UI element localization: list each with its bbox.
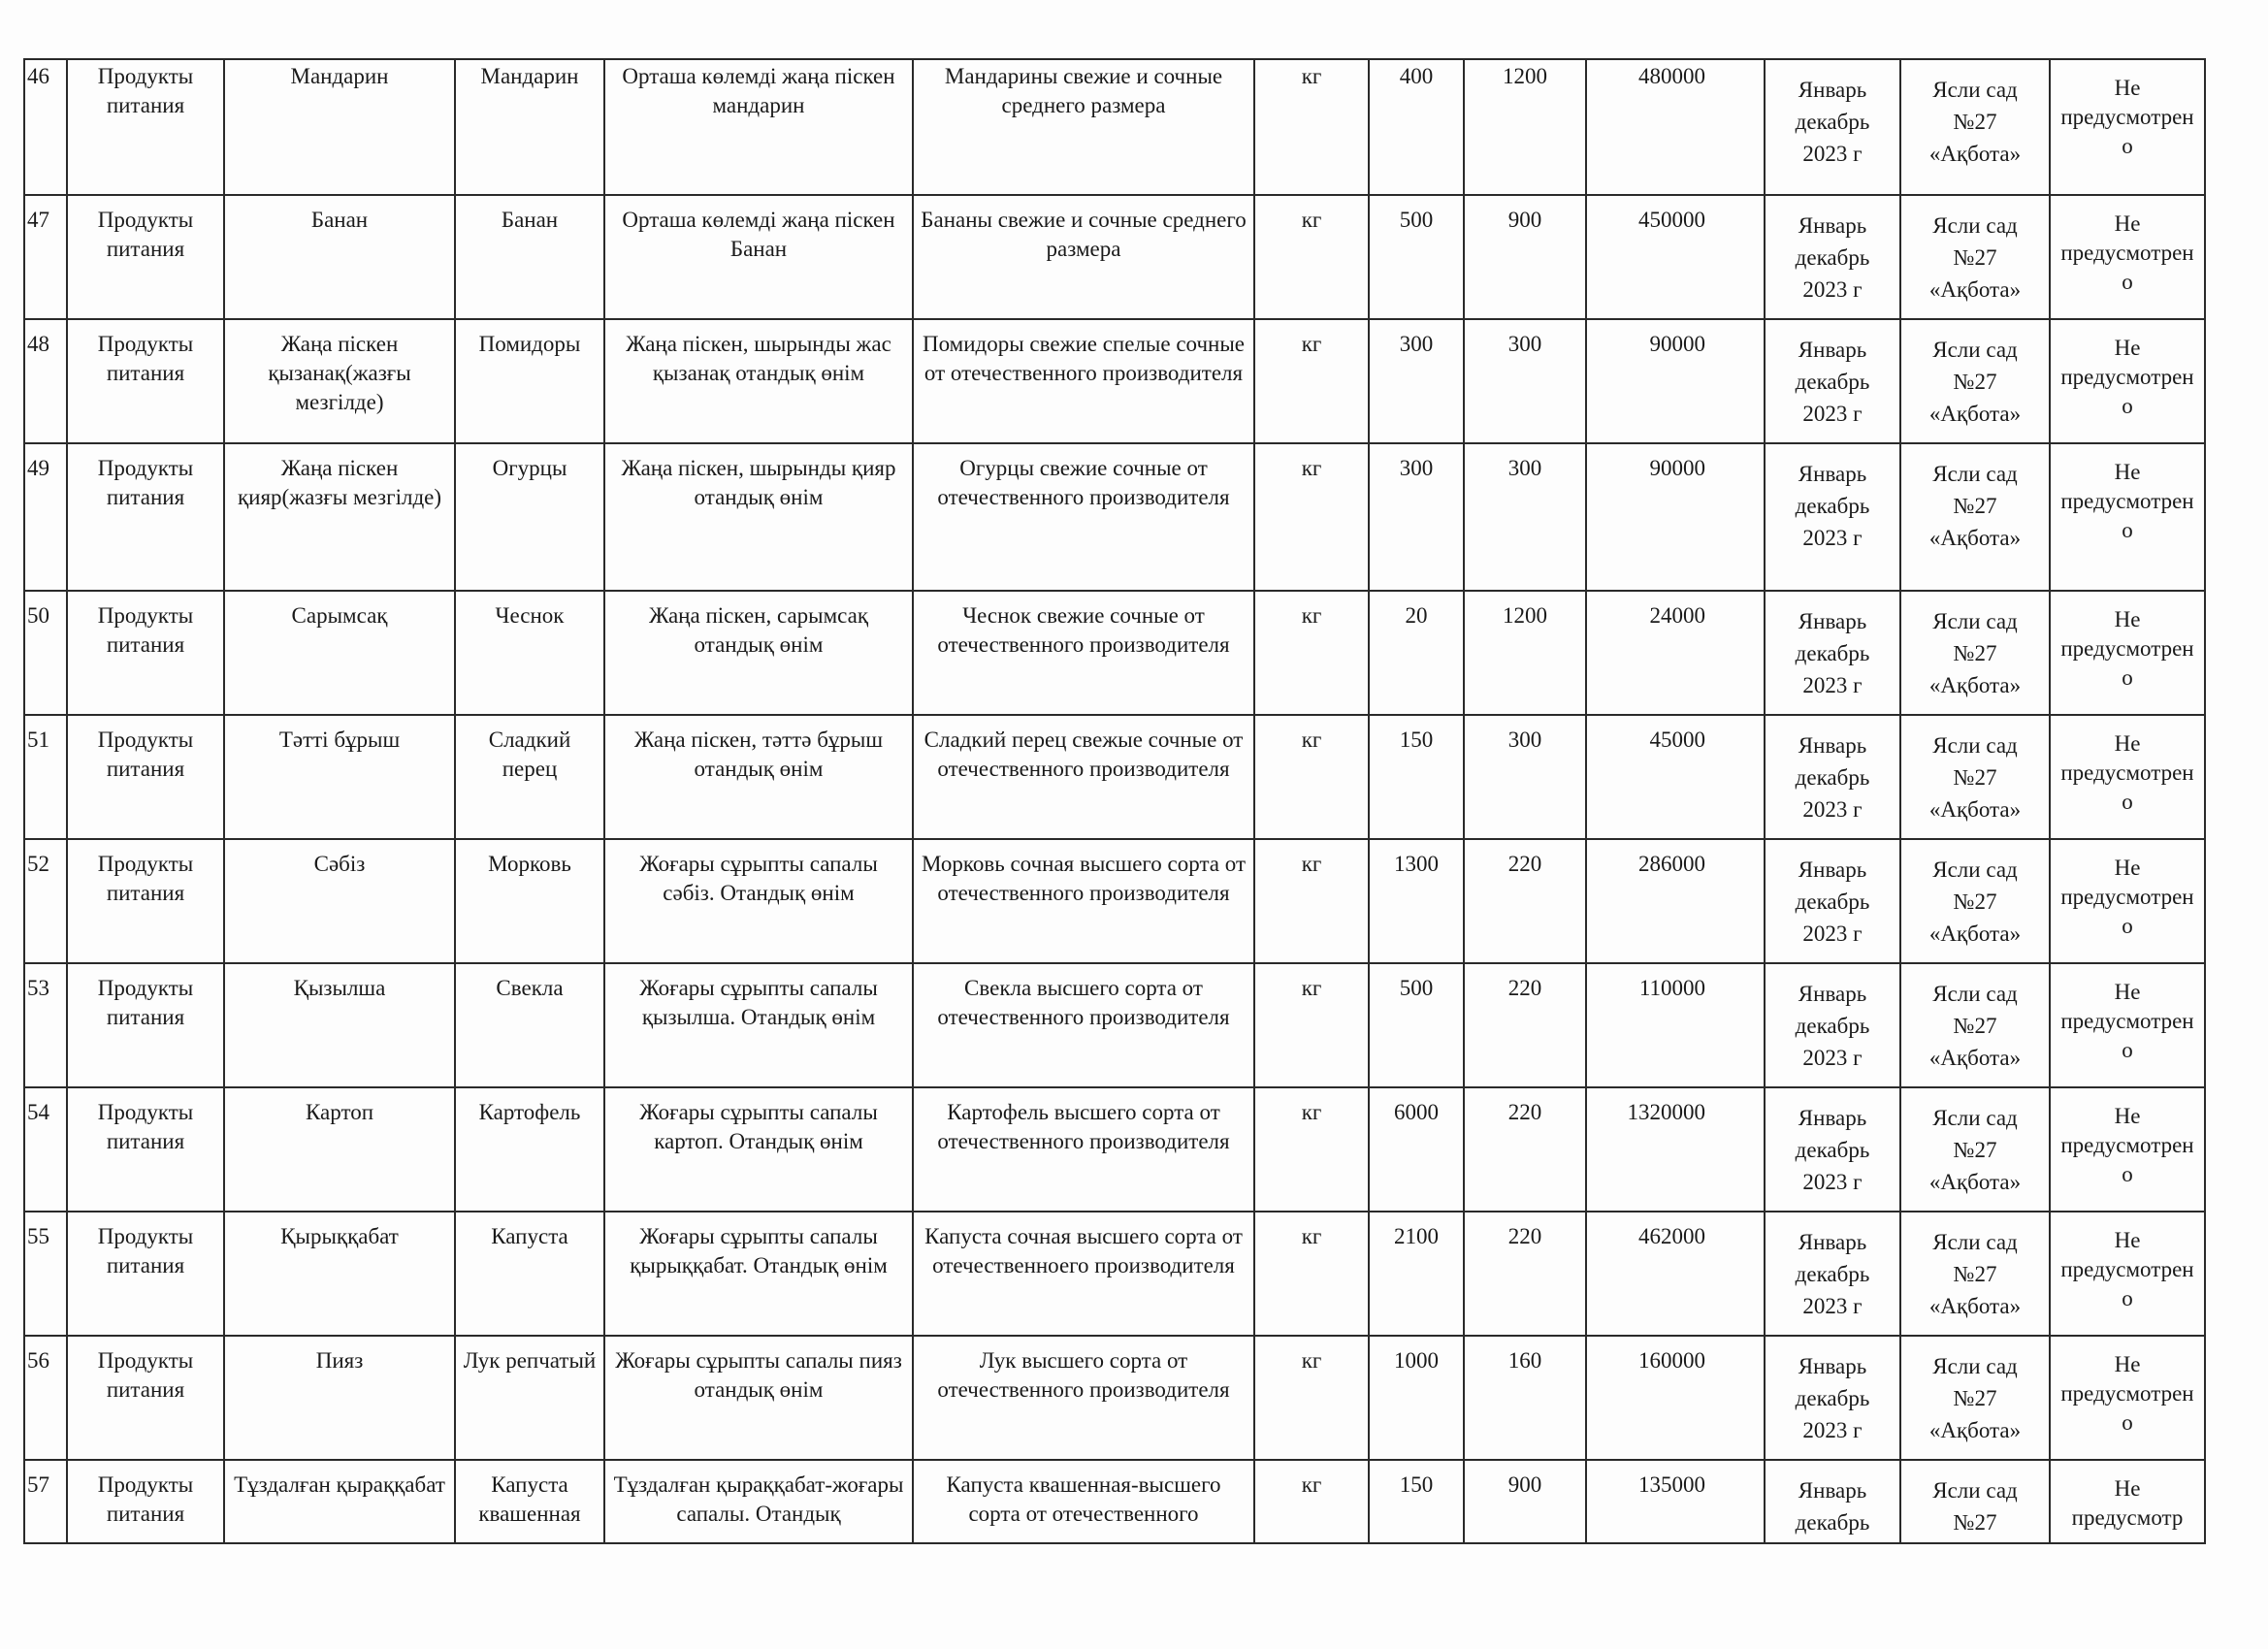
- price-cell: 300: [1464, 443, 1586, 591]
- price-cell: 300: [1464, 715, 1586, 839]
- period-line: Январь: [1798, 857, 1867, 882]
- total-cell: 450000: [1586, 195, 1765, 319]
- customer-line: Ясли сад: [1932, 857, 2018, 882]
- total-cell: 1320000: [1586, 1087, 1765, 1212]
- customer-cell: [1900, 59, 2050, 195]
- period-line: декабрь: [1795, 1262, 1870, 1286]
- category-cell: Продукты питания: [67, 839, 224, 963]
- period-line: Январь: [1798, 733, 1867, 758]
- customer-line: «Ақбота»: [1928, 1294, 2022, 1318]
- period-line: 2023 г: [1802, 922, 1863, 946]
- period-line: 2023 г: [1802, 1046, 1863, 1070]
- name-kz-cell: Қырыққабат: [224, 1212, 455, 1336]
- advance-payment-cell: Не предусмотрено: [2050, 443, 2205, 591]
- row-number: 55: [24, 1212, 67, 1336]
- period-line: 2023 г: [1802, 1418, 1863, 1442]
- description-kz-cell: Орташа көлемді жаңа піскен Банан: [604, 195, 913, 319]
- quantity-cell: 400: [1369, 59, 1464, 195]
- period-line: декабрь: [1795, 245, 1870, 270]
- description-kz-cell: Жаңа піскен, шырынды жас қызанақ отандық өнім: [604, 319, 913, 443]
- advance-payment-cell: Не предусмотр: [2050, 1460, 2205, 1543]
- customer-cell: [1900, 319, 2050, 443]
- customer-cell: [1900, 963, 2050, 1087]
- period-line: 2023 г: [1802, 797, 1863, 822]
- price-cell: 300: [1464, 319, 1586, 443]
- name-kz-cell: Банан: [224, 195, 455, 319]
- category-cell: Продукты питания: [67, 591, 224, 715]
- unit-cell: кг: [1254, 1336, 1369, 1460]
- category-cell: Продукты питания: [67, 443, 224, 591]
- customer-line: №27: [1953, 1262, 1997, 1286]
- description-ru-cell: Чеснок свежие сочные от отечественного производителя: [913, 591, 1254, 715]
- name-ru-cell: Сладкий перец: [455, 715, 604, 839]
- customer-line: Ясли сад: [1932, 462, 2018, 486]
- advance-payment-cell: Не предусмотрено: [2050, 715, 2205, 839]
- table-row: [24, 839, 2205, 963]
- period-line: декабрь: [1795, 494, 1870, 518]
- unit-cell: кг: [1254, 1212, 1369, 1336]
- advance-payment-cell: Не предусмотрено: [2050, 1212, 2205, 1336]
- category-cell: Продукты питания: [67, 963, 224, 1087]
- description-kz-cell: Жаңа піскен, шырынды қияр отандық өнім: [604, 443, 913, 591]
- row-number: 46: [24, 59, 67, 195]
- advance-payment-cell: Не предусмотрено: [2050, 839, 2205, 963]
- customer-line: №27: [1953, 889, 1997, 914]
- table-row: [24, 1460, 2205, 1543]
- total-cell: 90000: [1586, 319, 1765, 443]
- customer-line: №27: [1953, 641, 1997, 665]
- table-row: [24, 59, 2205, 195]
- period-line: Январь: [1798, 78, 1867, 102]
- customer-line: Ясли сад: [1932, 733, 2018, 758]
- customer-line: «Ақбота»: [1928, 673, 2022, 697]
- unit-cell: кг: [1254, 1460, 1369, 1543]
- customer-line: №27: [1953, 245, 1997, 270]
- period-line: декабрь: [1795, 110, 1870, 134]
- total-cell: 135000: [1586, 1460, 1765, 1543]
- description-ru-cell: Картофель высшего сорта от отечественного производителя: [913, 1087, 1254, 1212]
- table-row: [24, 715, 2205, 839]
- price-cell: 1200: [1464, 59, 1586, 195]
- row-number: 51: [24, 715, 67, 839]
- name-kz-cell: Жаңа піскен қияр(жазғы мезгілде): [224, 443, 455, 591]
- unit-cell: кг: [1254, 591, 1369, 715]
- customer-line: Ясли сад: [1932, 1354, 2018, 1378]
- customer-line: «Ақбота»: [1928, 1046, 2022, 1070]
- period-cell: [1765, 963, 1900, 1087]
- period-cell: [1765, 443, 1900, 591]
- name-ru-cell: Помидоры: [455, 319, 604, 443]
- name-ru-cell: Капуста: [455, 1212, 604, 1336]
- advance-payment-cell: Не предусмотрено: [2050, 319, 2205, 443]
- unit-cell: кг: [1254, 195, 1369, 319]
- quantity-cell: 2100: [1369, 1212, 1464, 1336]
- period-line: декабрь: [1795, 370, 1870, 394]
- category-cell: Продукты питания: [67, 1460, 224, 1543]
- row-number: 54: [24, 1087, 67, 1212]
- description-kz-cell: Орташа көлемді жаңа піскен мандарин: [604, 59, 913, 195]
- row-number: 53: [24, 963, 67, 1087]
- customer-line: «Ақбота»: [1928, 402, 2022, 426]
- period-cell: [1765, 1336, 1900, 1460]
- table-row: [24, 963, 2205, 1087]
- quantity-cell: 1300: [1369, 839, 1464, 963]
- name-ru-cell: Чеснок: [455, 591, 604, 715]
- customer-line: №27: [1953, 1386, 1997, 1410]
- period-line: Январь: [1798, 609, 1867, 633]
- customer-line: Ясли сад: [1932, 982, 2018, 1006]
- total-cell: 480000: [1586, 59, 1765, 195]
- description-ru-cell: Свекла высшего сорта от отечественного производителя: [913, 963, 1254, 1087]
- period-line: декабрь: [1795, 1014, 1870, 1038]
- name-ru-cell: Морковь: [455, 839, 604, 963]
- customer-cell: [1900, 195, 2050, 319]
- name-kz-cell: Пияз: [224, 1336, 455, 1460]
- total-cell: 90000: [1586, 443, 1765, 591]
- row-number: 48: [24, 319, 67, 443]
- customer-cell: [1900, 839, 2050, 963]
- customer-line: №27: [1953, 110, 1997, 134]
- description-ru-cell: Огурцы свежие сочные от отечественного производителя: [913, 443, 1254, 591]
- period-line: Январь: [1798, 1478, 1867, 1503]
- period-line: 2023 г: [1802, 402, 1863, 426]
- price-cell: 220: [1464, 1087, 1586, 1212]
- category-cell: Продукты питания: [67, 1212, 224, 1336]
- price-cell: 220: [1464, 839, 1586, 963]
- period-line: декабрь: [1795, 641, 1870, 665]
- quantity-cell: 150: [1369, 1460, 1464, 1543]
- period-line: Январь: [1798, 338, 1867, 362]
- category-cell: Продукты питания: [67, 59, 224, 195]
- period-cell: [1765, 319, 1900, 443]
- table-row: [24, 443, 2205, 591]
- period-cell: [1765, 591, 1900, 715]
- category-cell: Продукты питания: [67, 715, 224, 839]
- period-line: Январь: [1798, 213, 1867, 238]
- customer-line: «Ақбота»: [1928, 526, 2022, 550]
- name-kz-cell: Сәбіз: [224, 839, 455, 963]
- name-kz-cell: Тәтті бұрыш: [224, 715, 455, 839]
- table-row: [24, 195, 2205, 319]
- table-row: [24, 319, 2205, 443]
- period-line: Январь: [1798, 982, 1867, 1006]
- description-kz-cell: Жоғары сұрыпты сапалы сәбіз. Отандық өнім: [604, 839, 913, 963]
- table-row: [24, 1212, 2205, 1336]
- period-cell: [1765, 839, 1900, 963]
- price-cell: 220: [1464, 1212, 1586, 1336]
- customer-line: «Ақбота»: [1928, 142, 2022, 166]
- customer-line: №27: [1953, 1138, 1997, 1162]
- period-line: декабрь: [1795, 1510, 1870, 1535]
- period-line: 2023 г: [1802, 673, 1863, 697]
- customer-line: №27: [1953, 765, 1997, 790]
- advance-payment-cell: Не предусмотрено: [2050, 59, 2205, 195]
- name-ru-cell: Капуста квашенная: [455, 1460, 604, 1543]
- period-line: Январь: [1798, 1354, 1867, 1378]
- category-cell: Продукты питания: [67, 1087, 224, 1212]
- quantity-cell: 300: [1369, 319, 1464, 443]
- description-ru-cell: Морковь сочная высшего сорта от отечественного производителя: [913, 839, 1254, 963]
- quantity-cell: 1000: [1369, 1336, 1464, 1460]
- price-cell: 220: [1464, 963, 1586, 1087]
- quantity-cell: 500: [1369, 195, 1464, 319]
- period-cell: [1765, 59, 1900, 195]
- period-cell: [1765, 1212, 1900, 1336]
- period-line: Январь: [1798, 1230, 1867, 1254]
- description-kz-cell: Жоғары сұрыпты сапалы пияз отандық өнім: [604, 1336, 913, 1460]
- period-line: 2023 г: [1802, 526, 1863, 550]
- total-cell: 110000: [1586, 963, 1765, 1087]
- period-line: 2023 г: [1802, 142, 1863, 166]
- period-cell: [1765, 1087, 1900, 1212]
- price-cell: 1200: [1464, 591, 1586, 715]
- period-line: декабрь: [1795, 889, 1870, 914]
- customer-line: Ясли сад: [1932, 338, 2018, 362]
- customer-cell: [1900, 1336, 2050, 1460]
- period-line: Январь: [1798, 462, 1867, 486]
- customer-line: Ясли сад: [1932, 78, 2018, 102]
- name-kz-cell: Сарымсақ: [224, 591, 455, 715]
- total-cell: 45000: [1586, 715, 1765, 839]
- price-cell: 160: [1464, 1336, 1586, 1460]
- customer-line: Ясли сад: [1932, 1230, 2018, 1254]
- customer-line: Ясли сад: [1932, 609, 2018, 633]
- customer-line: №27: [1953, 494, 1997, 518]
- description-ru-cell: Бананы свежие и сочные среднего размера: [913, 195, 1254, 319]
- name-kz-cell: Мандарин: [224, 59, 455, 195]
- description-kz-cell: Жаңа піскен, сарымсақ отандық өнім: [604, 591, 913, 715]
- unit-cell: кг: [1254, 443, 1369, 591]
- name-kz-cell: Жаңа піскен қызанақ(жазғы мезгілде): [224, 319, 455, 443]
- category-cell: Продукты питания: [67, 195, 224, 319]
- unit-cell: кг: [1254, 839, 1369, 963]
- price-cell: 900: [1464, 1460, 1586, 1543]
- table-row: [24, 591, 2205, 715]
- period-line: 2023 г: [1802, 1170, 1863, 1194]
- row-number: 47: [24, 195, 67, 319]
- period-line: 2023 г: [1802, 1294, 1863, 1318]
- table-row: [24, 1087, 2205, 1212]
- customer-cell: [1900, 1460, 2050, 1543]
- description-ru-cell: Капуста сочная высшего сорта от отечественноего производителя: [913, 1212, 1254, 1336]
- unit-cell: кг: [1254, 59, 1369, 195]
- description-kz-cell: Тұздалған қыраққабат-жоғары сапалы. Отандық: [604, 1460, 913, 1543]
- row-number: 57: [24, 1460, 67, 1543]
- customer-line: «Ақбота»: [1928, 797, 2022, 822]
- customer-line: №27: [1953, 1014, 1997, 1038]
- customer-cell: [1900, 715, 2050, 839]
- period-line: декабрь: [1795, 1386, 1870, 1410]
- description-kz-cell: Жаңа піскен, тәттә бұрыш отандық өнім: [604, 715, 913, 839]
- period-line: 2023 г: [1802, 277, 1863, 302]
- advance-payment-cell: Не предусмотрено: [2050, 1087, 2205, 1212]
- period-cell: [1765, 195, 1900, 319]
- customer-line: «Ақбота»: [1928, 1170, 2022, 1194]
- row-number: 56: [24, 1336, 67, 1460]
- name-ru-cell: Лук репчатый: [455, 1336, 604, 1460]
- total-cell: 160000: [1586, 1336, 1765, 1460]
- category-cell: Продукты питания: [67, 319, 224, 443]
- description-ru-cell: Капуста квашенная-высшего сорта от отечественного: [913, 1460, 1254, 1543]
- period-line: декабрь: [1795, 1138, 1870, 1162]
- description-ru-cell: Лук высшего сорта от отечественного производителя: [913, 1336, 1254, 1460]
- customer-line: Ясли сад: [1932, 1106, 2018, 1130]
- description-ru-cell: Мандарины свежие и сочные среднего размера: [913, 59, 1254, 195]
- name-kz-cell: Тұздалған қыраққабат: [224, 1460, 455, 1543]
- quantity-cell: 20: [1369, 591, 1464, 715]
- unit-cell: кг: [1254, 319, 1369, 443]
- row-number: 49: [24, 443, 67, 591]
- row-number: 50: [24, 591, 67, 715]
- description-kz-cell: Жоғары сұрыпты сапалы қырыққабат. Отандық өнім: [604, 1212, 913, 1336]
- quantity-cell: 500: [1369, 963, 1464, 1087]
- quantity-cell: 6000: [1369, 1087, 1464, 1212]
- total-cell: 286000: [1586, 839, 1765, 963]
- description-ru-cell: Помидоры свежие спелые сочные от отечественного производителя: [913, 319, 1254, 443]
- table-body: [24, 59, 2205, 1543]
- advance-payment-cell: Не предусмотрено: [2050, 195, 2205, 319]
- name-ru-cell: Мандарин: [455, 59, 604, 195]
- customer-cell: [1900, 591, 2050, 715]
- period-line: декабрь: [1795, 765, 1870, 790]
- advance-payment-cell: Не предусмотрено: [2050, 963, 2205, 1087]
- description-kz-cell: Жоғары сұрыпты сапалы картоп. Отандық өнім: [604, 1087, 913, 1212]
- name-ru-cell: Картофель: [455, 1087, 604, 1212]
- customer-cell: [1900, 443, 2050, 591]
- customer-line: «Ақбота»: [1928, 922, 2022, 946]
- name-kz-cell: Қызылша: [224, 963, 455, 1087]
- unit-cell: кг: [1254, 1087, 1369, 1212]
- total-cell: 462000: [1586, 1212, 1765, 1336]
- name-ru-cell: Банан: [455, 195, 604, 319]
- name-ru-cell: Свекла: [455, 963, 604, 1087]
- description-ru-cell: Сладкий перец свежые сочные от отечественного производителя: [913, 715, 1254, 839]
- advance-payment-cell: Не предусмотрено: [2050, 1336, 2205, 1460]
- customer-line: №27: [1953, 1510, 1997, 1535]
- quantity-cell: 300: [1369, 443, 1464, 591]
- customer-line: «Ақбота»: [1928, 1418, 2022, 1442]
- description-kz-cell: Жоғары сұрыпты сапалы қызылша. Отандық өнім: [604, 963, 913, 1087]
- customer-line: Ясли сад: [1932, 1478, 2018, 1503]
- table-row: [24, 1336, 2205, 1460]
- period-cell: [1765, 1460, 1900, 1543]
- category-cell: Продукты питания: [67, 1336, 224, 1460]
- quantity-cell: 150: [1369, 715, 1464, 839]
- customer-cell: [1900, 1087, 2050, 1212]
- total-cell: 24000: [1586, 591, 1765, 715]
- customer-cell: [1900, 1212, 2050, 1336]
- period-cell: [1765, 715, 1900, 839]
- unit-cell: кг: [1254, 715, 1369, 839]
- customer-line: Ясли сад: [1932, 213, 2018, 238]
- row-number: 52: [24, 839, 67, 963]
- advance-payment-cell: Не предусмотрено: [2050, 591, 2205, 715]
- price-cell: 900: [1464, 195, 1586, 319]
- period-line: Январь: [1798, 1106, 1867, 1130]
- procurement-table: [23, 58, 2206, 1544]
- customer-line: «Ақбота»: [1928, 277, 2022, 302]
- customer-line: №27: [1953, 370, 1997, 394]
- name-kz-cell: Картоп: [224, 1087, 455, 1212]
- unit-cell: кг: [1254, 963, 1369, 1087]
- name-ru-cell: Огурцы: [455, 443, 604, 591]
